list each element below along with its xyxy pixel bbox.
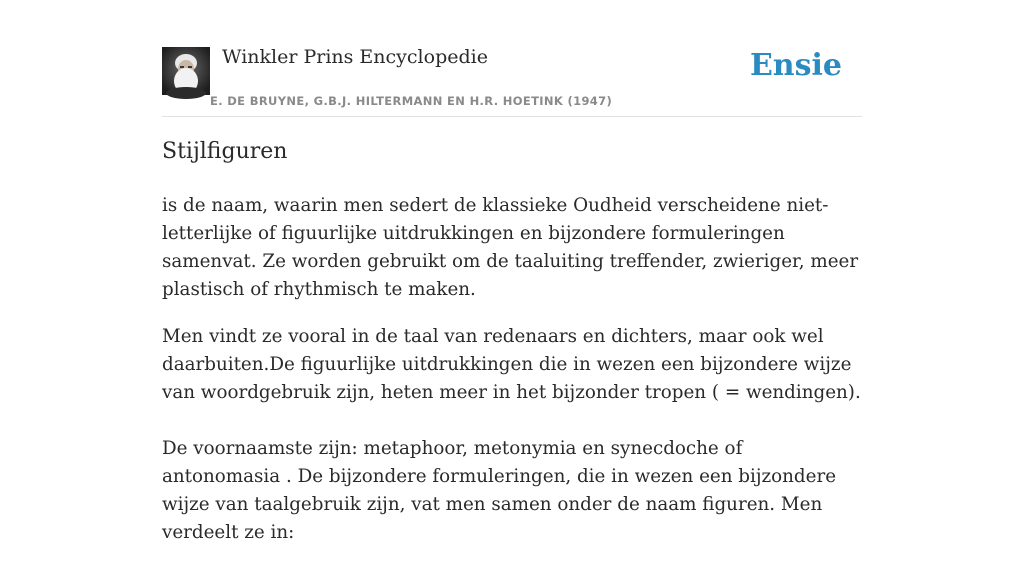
site-header: [162, 44, 862, 117]
entry-body: [162, 192, 862, 566]
book-title[interactable]: Winkler Prins Encyclopedie: [222, 46, 488, 68]
entry-paragraph: De voornaamste zijn: metaphoor, metonymia en synecdoche of antonomasia . De bijzondere formuleringen, die in wezen een bijzondere wijze van taalgebruik zijn, vat men samen onder de naam figuren. Men verdeelt ze in:: [162, 438, 837, 543]
author-portrait-icon[interactable]: [162, 47, 210, 95]
book-authors: E. DE BRUYNE, G.B.J. HILTERMANN EN H.R. HOETINK (1947): [210, 94, 613, 108]
page: [162, 0, 862, 543]
entry-paragraph: is de naam, waarin men sedert de klassieke Oudheid verscheidene niet-letterlijke of figuurlijke uitdrukkingen en bijzondere formuleringen samenvat. Ze worden gebruikt om de taaluiting treffender, zwieriger, meer plastisch of rhythmisch te maken.: [162, 195, 859, 300]
brand-logo[interactable]: Ensie: [749, 48, 842, 83]
entry-title: Stijlfiguren: [162, 139, 288, 164]
entry-paragraph: Men vindt ze vooral in de taal van redenaars en dichters, maar ook wel daarbuiten.De figuurlijke uitdrukkingen die in wezen een bijzondere wijze van woordgebruik zijn, heten meer in het bijzonder tropen ( = wendingen).: [162, 326, 861, 403]
